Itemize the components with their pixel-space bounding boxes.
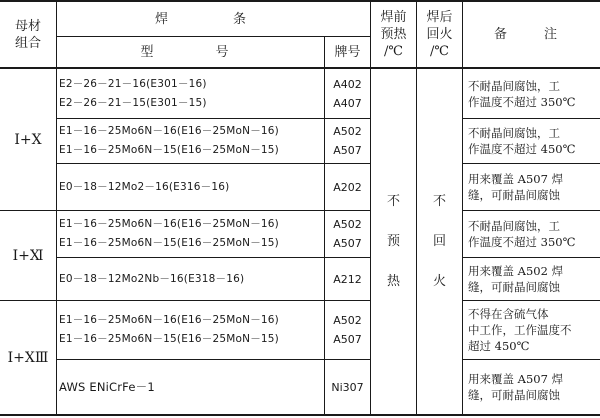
remark-cell [466, 360, 596, 414]
remark-line: 用来覆盖 A502 焊 [468, 264, 564, 278]
model-line: E1－16－25Mo6N－16(E16－25MoN－16) [59, 218, 279, 230]
model-line: E0－18－12Mo2－16(E316－16) [59, 180, 230, 193]
remark-cell [466, 258, 596, 300]
remark-line: 作温度不超过 350℃ [468, 235, 576, 249]
remark-cell [466, 119, 596, 163]
model-line: E1－16－25Mo6N－16(E16－25MoN－16) [59, 125, 279, 137]
group-label: Ⅰ+Ⅹ [14, 131, 42, 148]
brand-line: A212 [333, 272, 362, 286]
brand-line: A507 [333, 237, 362, 250]
model-cell [57, 164, 324, 210]
brand-cell [325, 360, 370, 414]
model-line: E0－18－12Mo2Nb－16(E318－16) [59, 272, 245, 285]
header-brand: 牌号 [334, 44, 361, 60]
brand-line: A202 [333, 180, 362, 194]
rule-bottom [0, 414, 600, 416]
brand-line: A502 [333, 218, 362, 231]
brand-line: A502 [333, 125, 362, 138]
model-line: E1－16－25Mo6N－16(E16－25MoN－16) [59, 314, 279, 326]
header-remark: 备 注 [493, 27, 569, 42]
header-base-material-line: 组合 [14, 35, 41, 51]
brand-line: A507 [333, 144, 362, 157]
brand-line: A507 [333, 333, 362, 346]
header-preheat-line: 预热 [380, 27, 407, 42]
remark-line: 用来覆盖 A507 焊 [468, 172, 564, 186]
remark-cell [466, 211, 596, 257]
temper-char: 回 [432, 233, 446, 249]
preheat-char: 不 [386, 193, 400, 209]
header-temper [417, 2, 462, 67]
brand-cell [325, 164, 370, 210]
preheat-merged-cell [371, 69, 416, 414]
brand-cell [325, 211, 370, 257]
header-model: 型 号 [140, 44, 241, 60]
remark-line: 缝，可耐晶间腐蚀 [468, 388, 560, 402]
remark-line: 用来覆盖 A507 焊 [468, 372, 564, 386]
model-line: E2－26－21－15(E301－15) [59, 96, 207, 109]
brand-line: A407 [333, 96, 362, 110]
temper-merged-cell [417, 69, 462, 414]
header-temper-line: /℃ [430, 44, 449, 59]
group-label: Ⅰ+ⅩⅢ [7, 349, 49, 366]
remark-cell [466, 301, 596, 359]
model-cell [57, 211, 324, 257]
brand-cell [325, 258, 370, 300]
header-preheat-line: /℃ [384, 44, 403, 59]
remark-line: 缝，可耐晶间腐蚀 [468, 188, 560, 202]
model-cell [57, 119, 324, 163]
header-preheat [371, 2, 416, 67]
brand-cell [325, 119, 370, 163]
remark-cell [466, 164, 596, 210]
brand-line: Ni307 [331, 380, 364, 394]
model-line: E1－16－25Mo6N－15(E16－25MoN－15) [59, 237, 279, 249]
model-line: E1－16－25Mo6N－15(E16－25MoN－15) [59, 333, 279, 345]
header-base-material [0, 2, 56, 67]
group-label: Ⅰ+Ⅺ [12, 247, 44, 264]
model-line: E1－16－25Mo6N－15(E16－25MoN－15) [59, 144, 279, 156]
remark-line: 作温度不超过 450℃ [468, 142, 576, 156]
preheat-char: 预 [386, 233, 400, 249]
brand-line: A502 [333, 314, 362, 327]
remark-line: 不得在含硫气体 [468, 307, 549, 321]
remark-line: 不耐晶间腐蚀，工 [468, 126, 560, 140]
temper-char: 火 [432, 273, 446, 289]
header-electrode: 焊 条 [154, 11, 272, 27]
brand-cell [325, 301, 370, 359]
remark-line: 缝，可耐晶间腐蚀 [468, 280, 560, 294]
model-line: E2－26－21－16(E301－16) [59, 77, 207, 90]
remark-line: 作温度不超过 350℃ [468, 94, 576, 109]
model-cell [57, 69, 324, 118]
remark-line: 不耐晶间腐蚀，工 [468, 78, 560, 93]
remark-line: 中工作，工作温度不 [468, 323, 572, 337]
model-line: AWS ENiCrFe－1 [59, 379, 155, 394]
model-cell [57, 258, 324, 300]
remark-line: 不耐晶间腐蚀，工 [468, 219, 560, 233]
header-base-material-line: 母材 [14, 18, 41, 34]
remark-cell [466, 69, 596, 118]
model-cell [57, 301, 324, 359]
brand-cell [325, 69, 370, 118]
header-temper-line: 焊后 [426, 10, 453, 25]
header-preheat-line: 焊前 [380, 10, 407, 25]
temper-char: 不 [432, 193, 446, 209]
remark-line: 超过 450℃ [468, 339, 530, 353]
model-cell [57, 360, 324, 414]
brand-line: A402 [333, 77, 362, 91]
preheat-char: 热 [386, 273, 400, 289]
header-temper-line: 回火 [426, 27, 453, 42]
